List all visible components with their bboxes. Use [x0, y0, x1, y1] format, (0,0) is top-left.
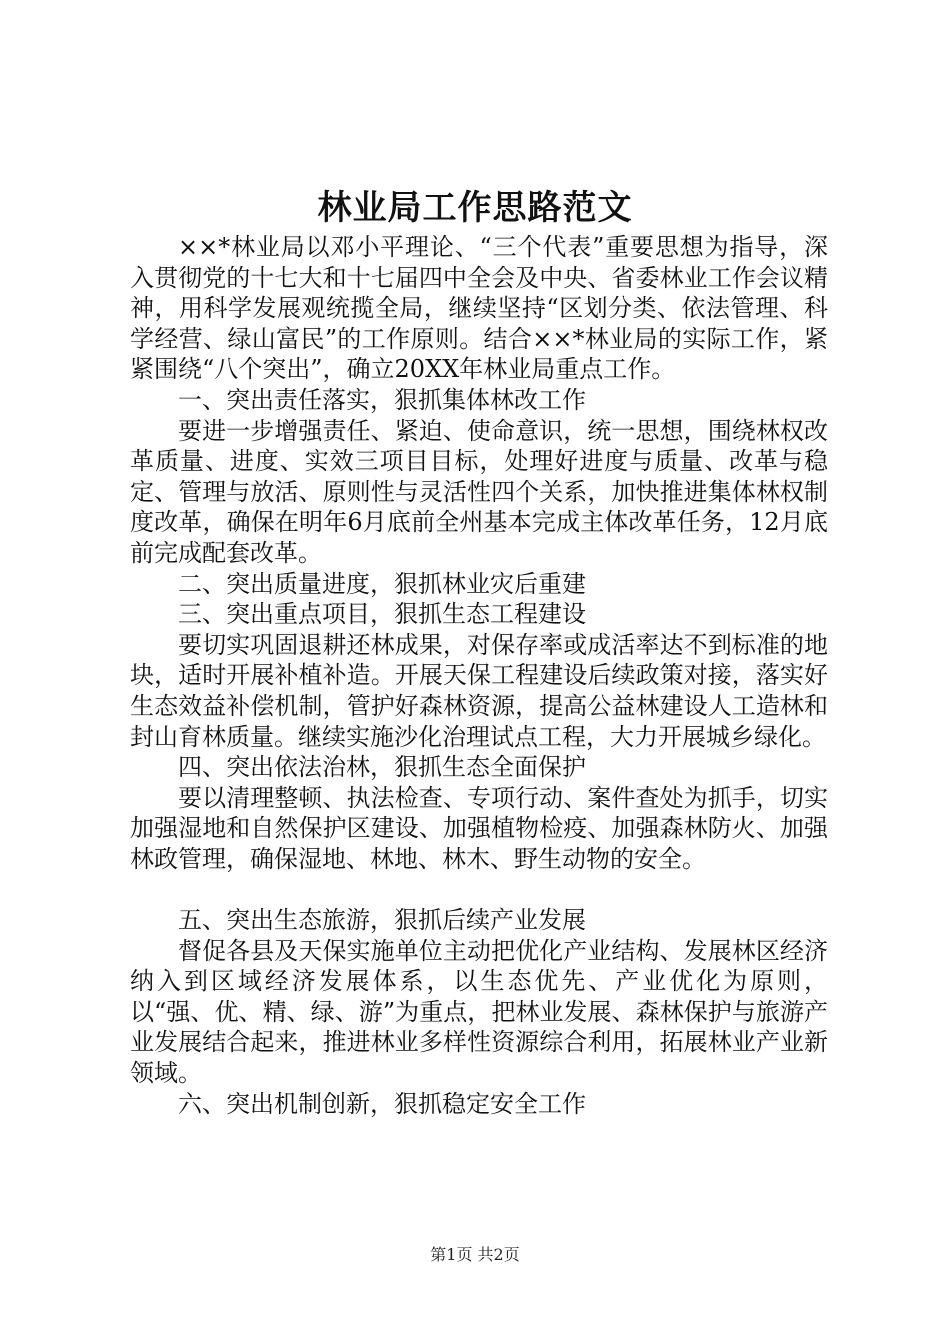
section-heading-4: 四、突出依法治林，狠抓生态全面保护	[178, 753, 586, 782]
page-footer: 第1页 共2页	[430, 1245, 520, 1264]
section-paragraph-5: 督促各县及天保实施单位主动把优化产业结构、发展林区经济纳入到区域经济发展体系，以生态优先、产业优化为原则，以“强、优、精、绿、游”为重点，把林业发展、森林保护与旅游产业发展结合起来，推进林业多样性资源综合利用，拓展林业产业新领域。	[130, 936, 828, 1088]
section-heading-1: 一、突出责任落实，狠抓集体林改工作	[178, 385, 586, 414]
section-heading-5: 五、突出生态旅游，狠抓后续产业发展	[178, 906, 586, 935]
section-paragraph-1: 要进一步增强责任、紧迫、使命意识，统一思想，围绕林权改革质量、进度、实效三项目目标，处理好进度与质量、改革与稳定、管理与放活、原则性与灵活性四个关系，加快推进集体林权制度改革，确保在明年6月底前全州基本完成主体改革任务，12月底前完成配套改革。	[130, 416, 828, 567]
document-title: 林业局工作思路范文	[317, 188, 633, 228]
blank-line	[130, 874, 828, 905]
section-heading-3: 三、突出重点项目，狠抓生态工程建设	[178, 600, 586, 629]
section-heading-2: 二、突出质量进度，狠抓林业灾后重建	[178, 569, 586, 598]
section-paragraph-3: 要切实巩固退耕还林成果，对保存率或成活率达不到标准的地块，适时开展补植补造。开展天保工程建设后续政策对接，落实好生态效益补偿机制，管护好森林资源，提高公益林建设人工造林和封山育林质量。继续实施沙化治理试点工程，大力开展城乡绿化。	[130, 630, 828, 751]
section-heading-6: 六、突出机制创新，狠抓稳定安全工作	[178, 1089, 586, 1118]
document-body	[130, 232, 828, 1119]
intro-paragraph: ××*林业局以邓小平理论、“三个代表”重要思想为指导，深入贯彻党的十七大和十七届四中全会及中央、省委林业工作会议精神，用科学发展观统揽全局，继续坚持“区划分类、依法管理、科学经营、绿山富民”的工作原则。结合××*林业局的实际工作，紧紧围绕“八个突出”，确立20XX年林业局重点工作。	[130, 233, 828, 384]
section-paragraph-4: 要以清理整顿、执法检查、专项行动、案件查处为抓手，切实加强湿地和自然保护区建设、加强植物检疫、加强森林防火、加强林政管理，确保湿地、林地、林木、野生动物的安全。	[130, 783, 828, 873]
